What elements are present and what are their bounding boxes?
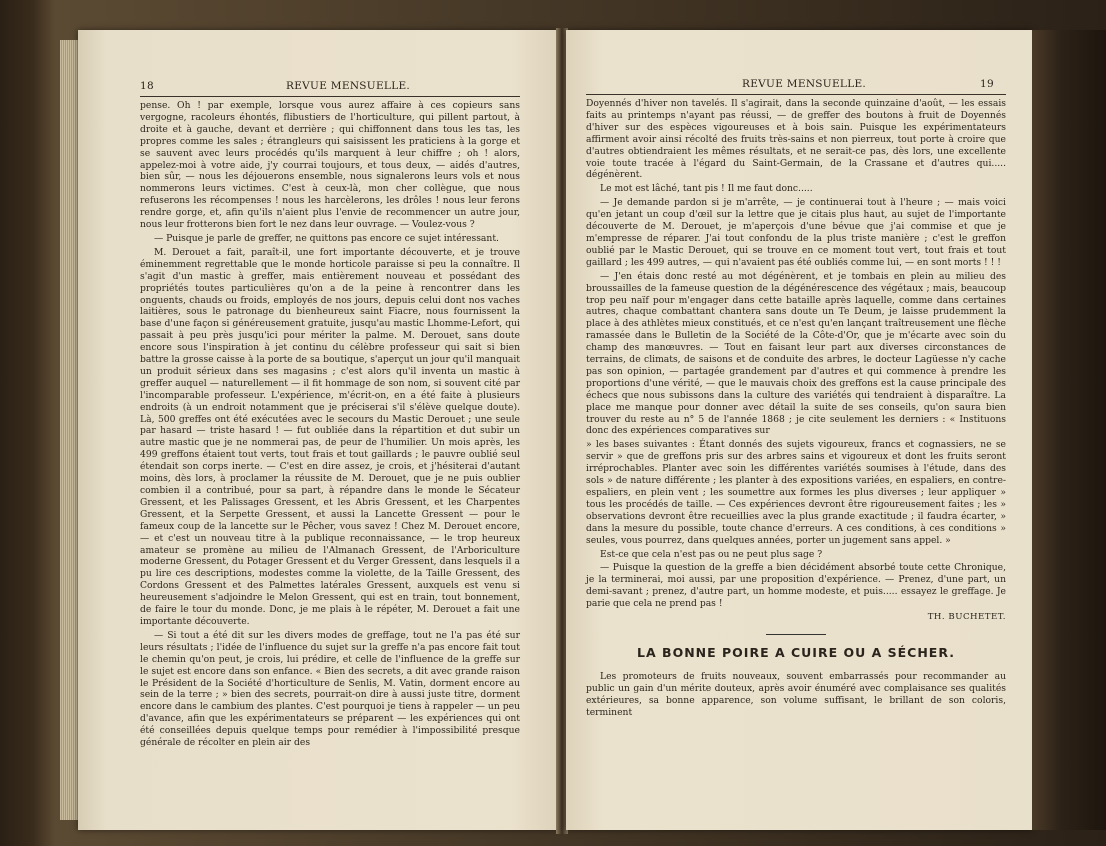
left-paragraph: M. Derouet a fait, paraît-il, une fort importante découverte, et je trouve éminemment regrettable que le monde horticole paraisse si peu la connaître. Il s'agit d'un mastic à greffer, mais entièrement nouveau et possédant des propriétés toutes particulières qu'on a de la peine à rencontrer dans les onguents, chauds ou froids, employés de nos jours, depuis celui dont nos vaches laitières, sous le patronage du bienheureux saint Fiacre, nous fournissent la base d'une façon si généreusement gratuite, jusqu'au mastic Lhomme-Lefort, qui passait à peu près jusqu'ici pour mériter la palme. M. Derouet, sans doute encore sous l'inspiration à jet continu du célèbre professeur qui sait si bien battre la grosse caisse à la porte de sa boutique, s'aperçut un jour qu'il manquait un produit sérieux dans ses magasins ; c'est alors qu'il inventa un mastic à greffer auquel — naturellement — il fit hommage de son nom, si souvent cité par l'incomparable professeur. L'expérience, m'écrit-on, en a été faite à plusieurs endroits (à un endroit notamment que je préciserai s'il s'élève quelque doute). Là, 500 greffes ont été exécutées avec le secours du Mastic Derouet ; une seule par hasard — triste hasard ! — fut oubliée dans la répartition et dut subir un autre mastic que je ne nommerai pas, de peur de l'humilier. Un mois après, les 499 greffons étaient tout verts, tout frais et tout gaillards ; le pauvre oublié seul étendait son corps inerte. — C'est en dire assez, je crois, et j'hésiterai d'autant moins, dès lors, à proclamer la réussite de M. Derouet, que je ne puis oublier combien il a contribué, pour sa part, à répandre dans le monde le Sécateur Gressent, et les Palissages Gressent, et les Abris Gressent, et les Charpentes Gressent, et la Serpette Gressent, et aussi la Lancette Gressent — pour le fameux coup de la lancette sur le Pêcher, vous savez ! Chez M. Derouet encore, — et c'est un nouveau titre à la publique reconnaissance, — le trop heureux amateur se promène au milieu de l'Almanach Gressent, de l'Arboriculture moderne Gressent, du Potager Gressent et du Verger Gressent, dans lesquels il a pu lire ces descriptions, modestes comme la violette, de la Taille Gressent, des Cordons Gressent et des Palmettes latérales Gressent, auxquels est venu si heureusement s'adjoindre le Melon Gressent, qui est en train, tout bonnement, de faire le tour du monde. Donc, je me plais à le répéter, M. Derouet a fait une importante découverte. [140, 246, 520, 627]
right-paragraph: — Je demande pardon si je m'arrête, — je continuerai tout à l'heure ; — mais voici qu'en jetant un coup d'œil sur la lettre que je citais plus haut, au sujet de l'importante découverte de M. Derouet, je m'aperçois d'une bévue que j'ai commise et que je m'empresse de réparer. J'ai tout confondu de la plus triste manière ; c'est le greffon oublié par le Mastic Derouet, qui se trouve en ce moment tout vert, tout frais et tout gaillard ; les 499 autres, — qui n'avaient pas été oubliés comme lui, — en sont morts ! ! ! [586, 197, 1006, 268]
book-cover-edge [1032, 30, 1106, 830]
right-quote: » les bases suivantes : Étant donnés des sujets vigoureux, francs et cognassiers, ne se servir » que de greffons pris sur des arbres sains et vigoureux et dont les fruits seront irréprochables. Planter avec soin les différentes variétés soumises à l'étude, dans des sols » de nature différente ; les planter à des expositions variées, en espaliers, en contre-espaliers, en plein vent ; les soumettre aux formes les plus diverses ; leur appliquer » tous les procédés de taille. — Ces expériences devront être rigoureusement faites ; les » observations devront être recueillies avec la plus grande exactitude ; il faudra écarter, » dans la mesure du possible, toute chance d'erreurs. A ces conditions, à ces conditions » seules, vous pourrez, dans quelques années, porter un jugement sans appel. » [586, 439, 1006, 546]
right-page-number: 19 [980, 78, 994, 90]
left-text-column [140, 100, 520, 751]
author-signature: TH. BUCHETET. [927, 612, 1006, 623]
left-paragraph: — Puisque je parle de greffer, ne quittons pas encore ce sujet intéressant. [154, 232, 499, 244]
left-paragraph: — Si tout a été dit sur les divers modes de greffage, tout ne l'a pas été sur leurs résultats ; l'idée de l'influence du sujet sur la greffe n'a pas encore fait tout le chemin qu'on peut, je crois, lui prédire, et celle de l'influence de la greffe sur le sujet est encore dans son enfance. « Bien des secrets, a dit avec grande raison le Président de la Société d'horticulture de Senlis, M. Vatin, dorment encore au sein de la terre ; » bien des secrets, pourrait-on dire à aussi juste titre, dorment encore dans le cambium des plantes. C'est pourquoi je tiens à rappeler — un peu d'avance, afin que les expérimentateurs se préparent — les expériences qui ont été conseillées depuis quelque temps pour remédier à l'impossibilité presque générale de récolter en plein air des [140, 629, 520, 749]
left-page [78, 30, 558, 830]
right-header-rule [586, 94, 1006, 95]
right-page [566, 30, 1032, 830]
right-paragraph: Est-ce que cela n'est pas ou ne peut plus sage ? [600, 548, 823, 560]
right-paragraph: — Puisque la question de la greffe a bien décidément absorbé toute cette Chronique, je la terminerai, moi aussi, par une proposition d'expérience. — Prenez, d'une part, un demi-savant ; prenez, d'autre part, un homme modeste, et puis..... essayez le greffage. Je parie que cela ne prend pas ! [586, 562, 1006, 610]
right-paragraph: Doyennés d'hiver non tavelés. Il s'agirait, dans la seconde quinzaine d'août, — les essais faits au printemps n'ayant pas réussi, — de greffer des boutons à fruit de Doyennés d'hiver sur des espèces vigoureuses et à bois sain. Puisque les expérimentateurs affirment avoir ainsi récolté des fruits très-sains et non pierreux, tout porte à croire que d'autres obtiendraient les mêmes résultats, et ne serait-ce pas, dès lors, une excellente voie toute tracée à l'égard du Saint-Germain, de la Crassane et d'autres qui..... dégénèrent. [586, 98, 1006, 181]
right-running-head: REVUE MENSUELLE. [742, 78, 867, 90]
page-edges [60, 40, 78, 820]
article-title: LA BONNE POIRE A CUIRE OU A SÉCHER. [637, 644, 955, 660]
right-text-column [586, 98, 1006, 721]
left-header-rule [140, 96, 520, 97]
right-paragraph: Le mot est lâché, tant pis ! Il me faut donc..... [600, 183, 813, 195]
left-paragraph: pense. Oh ! par exemple, lorsque vous aurez affaire à ces copieurs sans vergogne, racoleurs éhontés, flibustiers de l'horticulture, qui pillent partout, à droite et à gauche, devant et derrière ; qui chiffonnent dans tous les tas, les propres comme les sales ; étrangleurs qui saisissent les praticiens à la gorge et se sauvent avec leurs procédés qu'ils marquent à leur chiffre ; oh ! alors, appelez-moi à votre aide, j'y courrai toujours, et tous deux, — aidés d'autres, bien sûr, — nous les déjouerons ensemble, nous signalerons leurs vols et nous nommerons leurs victimes. C'est à ceux-là, mon cher collègue, que nous refuserons les récompenses ! nous les harcèlerons, les drôles ! nous leur ferons rendre gorge, et, afin qu'ils n'aient plus l'envie de recommencer un autre jour, nous leur frotterons bien fort le nez dans leur ouvrage. — Voulez-vous ? [140, 100, 520, 231]
left-running-head: REVUE MENSUELLE. [286, 80, 411, 92]
left-page-number: 18 [140, 80, 154, 92]
section-divider [766, 634, 826, 635]
right-paragraph: — J'en étais donc resté au mot dégénèrent, et je tombais en plein au milieu des broussailles de la fameuse question de la dégénérescence des végétaux ; mais, beaucoup trop peu naïf pour m'engager dans cette bataille après laquelle, comme dans certaines autres, chaque combattant chantera sans doute un Te Deum, je laisse prudemment la place à des athlètes mieux constitués, et ce n'est qu'en lançant traîtreusement une flèche ramassée dans le Bulletin de la Société de la Côte-d'Or, que je m'écarte avec soin du champ des manœuvres. — Tout en faisant leur part aux diverses circonstances de terrains, de climats, de saisons et de conduite des arbres, le docteur Lagüesse n'y cache pas son opinion, — partagée grandement par d'autres et qui commence à prendre les proportions d'une vérité, — que le mauvais choix des greffons est la cause principale des échecs que nous subissons dans la culture des variétés qui tendraient à disparaître. La place me manque pour donner avec détail la suite de ses conseils, qu'on saura bien trouver du reste au n° 5 de l'année 1868 ; je cite seulement les derniers : « Instituons donc des expériences comparatives sur [586, 270, 1006, 437]
article-paragraph: Les promoteurs de fruits nouveaux, souvent embarrassés pour recommander au public un gain d'un mérite douteux, après avoir énuméré avec complaisance ses qualités extérieures, sa bonne apparence, son volume suffisant, le brillant de son coloris, terminent [586, 670, 1006, 718]
